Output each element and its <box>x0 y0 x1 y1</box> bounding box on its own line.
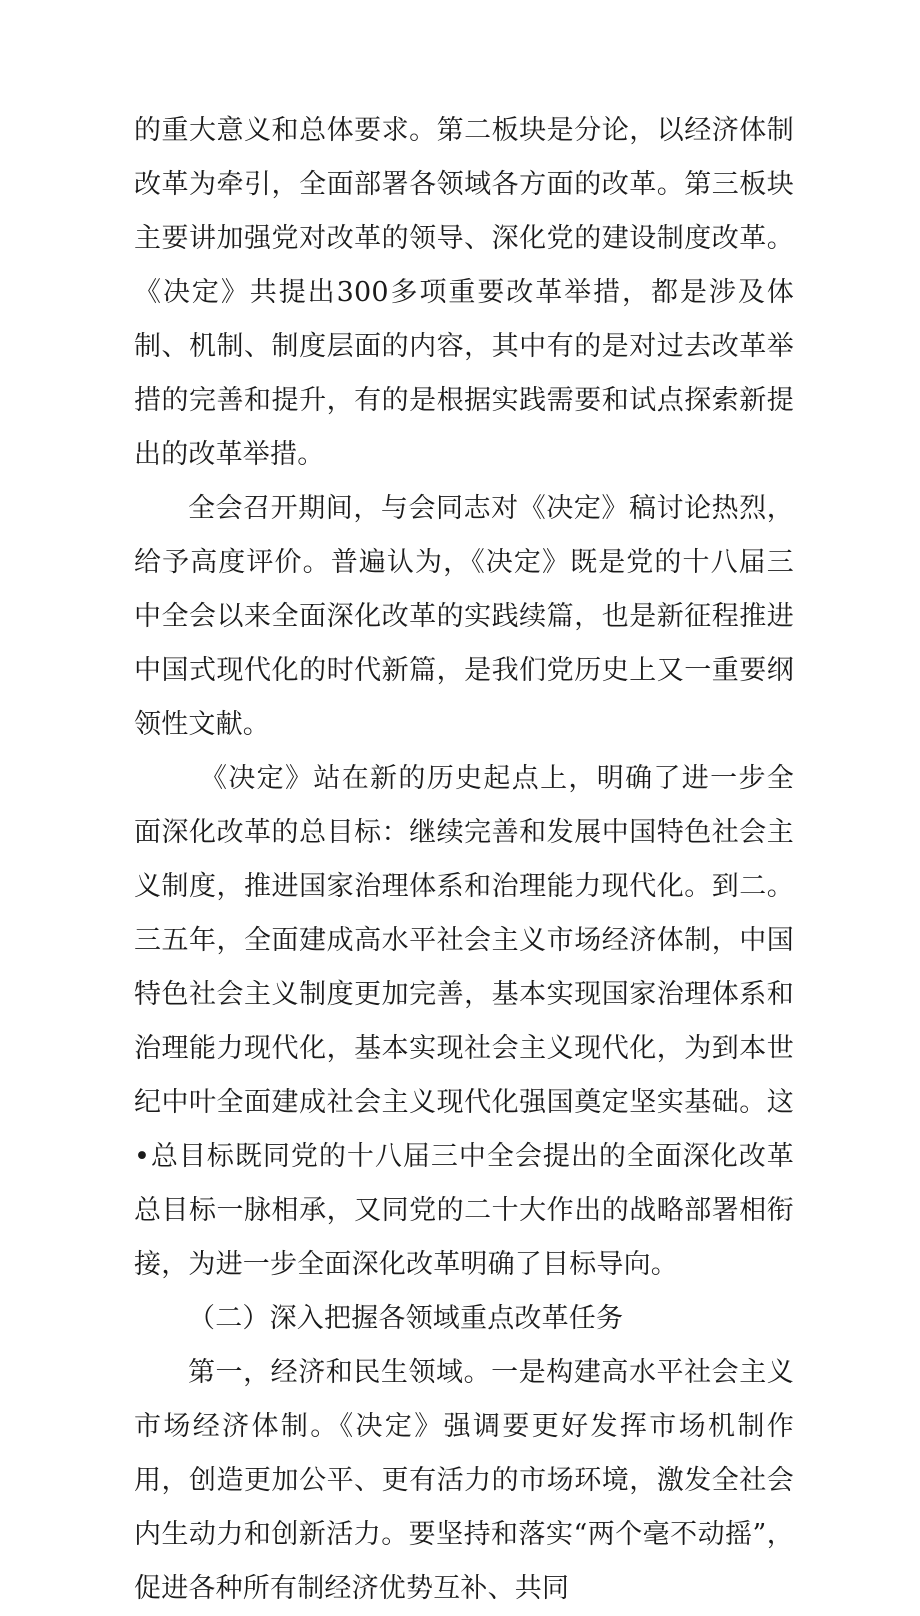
paragraph-plenary-evaluation: 全会召开期间，与会同志对《决定》稿讨论热烈，给予高度评价。普遍认为，《决定》既是党的十八届三中全会以来全面深化改革的实践续篇，也是新征程推进中国式现代化的时代新篇，是我们党历史上又一重要纲领性文献。 <box>134 493 794 740</box>
body-text <box>134 104 794 1616</box>
paragraph-part-overview: 的重大意义和总体要求。第二板块是分论，以经济体制改革为牵引，全面部署各领域各方面的改革。第三板块主要讲加强党对改革的领导、深化党的建设制度改革。《决定》共提出300多项重要改革举措，都是涉及体制、机制、制度层面的内容，其中有的是对过去改革举措的完善和提升，有的是根据实践需要和试点探索新提出的改革举措。 <box>134 115 794 470</box>
paragraph-overall-goal: 《决定》站在新的历史起点上，明确了进一步全面深化改革的总目标：继续完善和发展中国特色社会主义制度，推进国家治理体系和治理能力现代化。到二。三五年，全面建成高水平社会主义市场经济体制，中国特色社会主义制度更加完善，基本实现国家治理体系和治理能力现代化，基本实现社会主义现代化，为到本世纪中叶全面建成社会主义现代化强国奠定坚实基础。这•总目标既同党的十八届三中全会提出的全面深化改革总目标一脉相承，又同党的二十大作出的战略部署相衔接，为进一步全面深化改革明确了目标导向。 <box>134 763 794 1280</box>
paragraph-economy-livelihood: 第一，经济和民生领域。一是构建高水平社会主义市场经济体制。《决定》强调要更好发挥市场机制作用，创造更加公平、更有活力的市场环境，激发全社会内生动力和创新活力。要坚持和落实“两个毫不动摇”，促进各种所有制经济优势互补、共同 <box>134 1357 794 1604</box>
section-heading: （二）深入把握各领域重点改革任务 <box>188 1303 624 1334</box>
